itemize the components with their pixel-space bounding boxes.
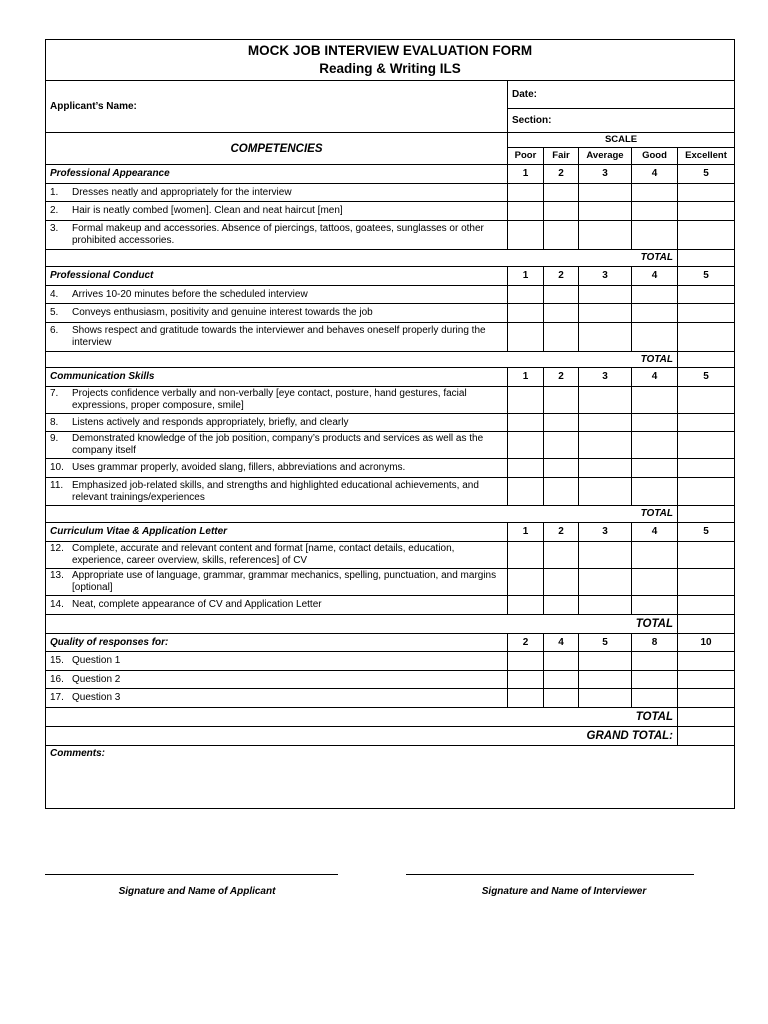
criterion-cell: [46, 202, 508, 221]
criterion-number: 12.: [50, 543, 64, 554]
rating-cell-excellent[interactable]: [678, 569, 735, 596]
criterion-cell: [46, 387, 508, 414]
scale-value-good: 4: [632, 165, 678, 184]
criterion-cell: [46, 478, 508, 506]
rating-cell-poor[interactable]: [508, 323, 544, 352]
section-total-row: [46, 708, 735, 727]
criterion-row: [46, 459, 735, 478]
date-label: Date:: [512, 88, 538, 100]
criterion-number: 7.: [50, 388, 59, 399]
interviewer-signature-line[interactable]: [406, 874, 694, 875]
rating-cell-average[interactable]: [579, 652, 632, 671]
criterion-row: [46, 304, 735, 323]
rating-cell-poor[interactable]: [508, 478, 544, 506]
section-header-row: [46, 368, 735, 387]
rating-cell-excellent[interactable]: [678, 671, 735, 689]
rating-cell-excellent[interactable]: [678, 221, 735, 250]
criterion-row: [46, 596, 735, 615]
criterion-number: 4.: [50, 288, 59, 300]
rating-cell-fair[interactable]: [544, 184, 579, 202]
rating-cell-fair[interactable]: [544, 387, 579, 414]
criterion-row: [46, 652, 735, 671]
evaluation-form-table: [45, 39, 735, 809]
scale-value-fair: 2: [544, 267, 579, 286]
criterion-number: 14.: [50, 599, 64, 610]
rating-cell-excellent[interactable]: [678, 689, 735, 708]
section-title: Professional Appearance: [46, 165, 508, 184]
criterion-number: 17.: [50, 692, 64, 703]
scale-value-excellent: 5: [678, 267, 735, 286]
criterion-text: Listens actively and responds appropriately, briefly, and clearly: [72, 416, 349, 428]
section-title: Quality of responses for:: [46, 634, 508, 652]
criterion-row: [46, 387, 735, 414]
rating-cell-average[interactable]: [579, 323, 632, 352]
rating-cell-poor[interactable]: [508, 542, 544, 569]
section-header-row: [46, 634, 735, 652]
rating-cell-average[interactable]: [579, 184, 632, 202]
criterion-text: Conveys enthusiasm, positivity and genuine interest towards the job: [72, 307, 373, 318]
scale-value-good: 4: [632, 368, 678, 387]
rating-cell-average[interactable]: [579, 478, 632, 506]
criterion-text: Neat, complete appearance of CV and Application Letter: [72, 599, 322, 610]
rating-cell-good[interactable]: [632, 286, 678, 304]
form-subtitle: Reading & Writing ILS: [319, 61, 461, 76]
rating-cell-poor[interactable]: [508, 184, 544, 202]
scale-value-good: 4: [632, 523, 678, 542]
section-title: Communication Skills: [46, 368, 508, 387]
rating-cell-average[interactable]: [579, 387, 632, 414]
rating-cell-poor[interactable]: [508, 304, 544, 323]
section-total-label: TOTAL: [46, 615, 678, 634]
criterion-text: Arrives 10-20 minutes before the scheduled interview: [72, 288, 308, 300]
rating-cell-average[interactable]: [579, 202, 632, 221]
rating-cell-fair[interactable]: [544, 542, 579, 569]
rating-cell-poor[interactable]: [508, 202, 544, 221]
rating-cell-fair[interactable]: [544, 569, 579, 596]
rating-cell-excellent[interactable]: [678, 323, 735, 352]
rating-cell-fair[interactable]: [544, 304, 579, 323]
rating-cell-good[interactable]: [632, 184, 678, 202]
form-title-cell: [46, 40, 735, 81]
rating-cell-average[interactable]: [579, 432, 632, 459]
section-field[interactable]: [508, 109, 735, 133]
scale-value-fair: 2: [544, 523, 579, 542]
rating-cell-excellent[interactable]: [678, 459, 735, 478]
scale-value-excellent: 5: [678, 368, 735, 387]
criterion-text: Question 3: [72, 692, 121, 703]
criterion-cell: [46, 323, 508, 352]
rating-cell-average[interactable]: [579, 286, 632, 304]
criterion-row: [46, 221, 735, 250]
rating-cell-fair[interactable]: [544, 202, 579, 221]
criterion-row: [46, 689, 735, 708]
applicant-signature-label: Signature and Name of Applicant: [118, 886, 276, 897]
criterion-number: 5.: [50, 307, 59, 318]
applicant-name-label: Applicant’s Name:: [50, 100, 137, 112]
criterion-cell: [46, 221, 508, 250]
applicant-name-field[interactable]: [46, 81, 508, 133]
date-field[interactable]: [508, 81, 735, 109]
rating-cell-fair[interactable]: [544, 432, 579, 459]
rating-cell-fair[interactable]: [544, 221, 579, 250]
section-header-row: [46, 165, 735, 184]
section-total-row: [46, 352, 735, 368]
rating-cell-fair[interactable]: [544, 478, 579, 506]
rating-cell-excellent[interactable]: [678, 414, 735, 432]
rating-cell-average[interactable]: [579, 221, 632, 250]
criterion-number: 10.: [50, 462, 64, 473]
scale-value-average: 3: [579, 267, 632, 286]
scale-value-fair: 2: [544, 368, 579, 387]
rating-cell-poor[interactable]: [508, 286, 544, 304]
rating-cell-fair[interactable]: [544, 596, 579, 615]
criterion-cell: [46, 652, 508, 671]
interviewer-signature-label: Signature and Name of Interviewer: [481, 886, 647, 897]
rating-cell-poor[interactable]: [508, 569, 544, 596]
criterion-text: Hair is neatly combed [women]. Clean and neat haircut [men]: [72, 205, 343, 216]
section-label: Section:: [512, 114, 552, 126]
rating-cell-good[interactable]: [632, 304, 678, 323]
criterion-row: [46, 323, 735, 352]
rating-cell-poor[interactable]: [508, 596, 544, 615]
criterion-text: Demonstrated knowledge of the job position, company’s products and services as well as the company itself: [72, 433, 484, 456]
grand-total-label: GRAND TOTAL:: [46, 727, 678, 746]
rating-cell-excellent[interactable]: [678, 432, 735, 459]
criterion-cell: [46, 596, 508, 615]
criterion-number: 3.: [50, 223, 59, 234]
rating-cell-good[interactable]: [632, 569, 678, 596]
section-total-cell[interactable]: [678, 506, 735, 523]
rating-cell-fair[interactable]: [544, 459, 579, 478]
comments-label: Comments:: [50, 748, 106, 759]
criterion-text: Formal makeup and accessories. Absence of piercings, tattoos, goatees, sunglasses or other prohibited accessories.: [72, 223, 484, 246]
criterion-number: 13.: [50, 570, 64, 581]
criterion-cell: [46, 689, 508, 708]
criterion-number: 9.: [50, 433, 59, 444]
section-header-row: [46, 523, 735, 542]
section-total-row: [46, 506, 735, 523]
rating-cell-average[interactable]: [579, 671, 632, 689]
criterion-number: 6.: [50, 325, 59, 336]
rating-cell-poor[interactable]: [508, 387, 544, 414]
criterion-row: [46, 414, 735, 432]
criterion-text: Complete, accurate and relevant content and format [name, contact details, education, experience, career overview, skills, references] of CV: [72, 543, 455, 566]
form-title: MOCK JOB INTERVIEW EVALUATION FORM: [247, 43, 533, 58]
criterion-number: 8.: [50, 416, 59, 428]
section-total-label: TOTAL: [46, 352, 678, 368]
rating-cell-fair[interactable]: [544, 414, 579, 432]
criterion-row: [46, 432, 735, 459]
criterion-cell: [46, 459, 508, 478]
criterion-number: 11.: [50, 479, 64, 491]
scale-value-excellent: 5: [678, 165, 735, 184]
scale-value-excellent: 5: [678, 523, 735, 542]
section-total-row: [46, 615, 735, 634]
section-title: Curriculum Vitae & Application Letter: [46, 523, 508, 542]
criterion-text: Dresses neatly and appropriately for the interview: [72, 186, 292, 198]
criterion-text: Shows respect and gratitude towards the interviewer and behaves oneself properly during the interview: [72, 325, 486, 348]
criterion-cell: [46, 542, 508, 569]
criterion-text: Appropriate use of language, grammar, grammar mechanics, spelling, punctuation, and margins [optional]: [72, 570, 497, 593]
criterion-row: [46, 184, 735, 202]
rating-cell-good[interactable]: [632, 542, 678, 569]
scale-header: SCALE: [508, 133, 735, 148]
scale-value-excellent: 10: [678, 634, 735, 652]
rating-cell-good[interactable]: [632, 221, 678, 250]
rating-cell-good[interactable]: [632, 596, 678, 615]
criterion-row: [46, 542, 735, 569]
rating-cell-poor[interactable]: [508, 459, 544, 478]
rating-cell-excellent[interactable]: [678, 202, 735, 221]
criterion-row: [46, 202, 735, 221]
scale-excellent-header: Excellent: [678, 148, 735, 165]
criterion-text: Question 2: [72, 673, 121, 685]
rating-cell-poor[interactable]: [508, 432, 544, 459]
rating-cell-excellent[interactable]: [678, 478, 735, 506]
rating-cell-poor[interactable]: [508, 671, 544, 689]
section-total-cell[interactable]: [678, 352, 735, 368]
applicant-signature-line[interactable]: [45, 874, 338, 875]
rating-cell-poor[interactable]: [508, 414, 544, 432]
section-total-cell[interactable]: [678, 708, 735, 727]
scale-value-average: 3: [579, 523, 632, 542]
rating-cell-average[interactable]: [579, 596, 632, 615]
rating-cell-excellent[interactable]: [678, 286, 735, 304]
rating-cell-fair[interactable]: [544, 671, 579, 689]
section-total-label: TOTAL: [46, 506, 678, 523]
criterion-cell: [46, 414, 508, 432]
rating-cell-good[interactable]: [632, 387, 678, 414]
criterion-number: 15.: [50, 655, 64, 666]
scale-value-average: 3: [579, 165, 632, 184]
scale-value-poor: 1: [508, 368, 544, 387]
comments-box[interactable]: [46, 746, 735, 809]
criterion-cell: [46, 671, 508, 689]
grand-total-cell[interactable]: [678, 727, 735, 746]
section-header-row: [46, 267, 735, 286]
rating-cell-fair[interactable]: [544, 286, 579, 304]
rating-cell-poor[interactable]: [508, 689, 544, 708]
rating-cell-excellent[interactable]: [678, 304, 735, 323]
rating-cell-excellent[interactable]: [678, 387, 735, 414]
section-total-cell[interactable]: [678, 250, 735, 267]
section-total-row: [46, 250, 735, 267]
scale-value-good: 8: [632, 634, 678, 652]
scale-value-poor: 1: [508, 165, 544, 184]
scale-value-fair: 4: [544, 634, 579, 652]
rating-cell-fair[interactable]: [544, 652, 579, 671]
criterion-row: [46, 478, 735, 506]
rating-cell-excellent[interactable]: [678, 184, 735, 202]
criterion-text: Emphasized job-related skills, and strengths and highlighted educational achievements, and relevant trainings/experiences: [72, 479, 479, 503]
scale-value-fair: 2: [544, 165, 579, 184]
scale-value-poor: 2: [508, 634, 544, 652]
criterion-cell: [46, 184, 508, 202]
section-total-label: TOTAL: [46, 250, 678, 267]
rating-cell-poor[interactable]: [508, 221, 544, 250]
rating-cell-average[interactable]: [579, 689, 632, 708]
rating-cell-average[interactable]: [579, 414, 632, 432]
rating-cell-good[interactable]: [632, 414, 678, 432]
rating-cell-poor[interactable]: [508, 652, 544, 671]
rating-cell-excellent[interactable]: [678, 542, 735, 569]
criterion-row: [46, 671, 735, 689]
scale-value-poor: 1: [508, 267, 544, 286]
rating-cell-fair[interactable]: [544, 689, 579, 708]
criterion-row: [46, 286, 735, 304]
rating-cell-good[interactable]: [632, 459, 678, 478]
criterion-cell: [46, 569, 508, 596]
section-total-label: TOTAL: [46, 708, 678, 727]
rating-cell-average[interactable]: [579, 304, 632, 323]
section-title: Professional Conduct: [46, 267, 508, 286]
competencies-header: COMPETENCIES: [46, 133, 508, 165]
rating-cell-good[interactable]: [632, 652, 678, 671]
rating-cell-good[interactable]: [632, 323, 678, 352]
scale-fair-header: Fair: [544, 148, 579, 165]
criterion-cell: [46, 286, 508, 304]
criterion-number: 16.: [50, 673, 64, 685]
rating-cell-fair[interactable]: [544, 323, 579, 352]
scale-average-header: Average: [579, 148, 632, 165]
criterion-number: 2.: [50, 205, 59, 216]
rating-cell-average[interactable]: [579, 459, 632, 478]
rating-cell-average[interactable]: [579, 542, 632, 569]
criterion-text: Projects confidence verbally and non-verbally [eye contact, posture, hand gestures, facial expressions, proper composure, smile]: [72, 388, 467, 411]
criterion-number: 1.: [50, 186, 59, 198]
scale-value-good: 4: [632, 267, 678, 286]
rating-cell-good[interactable]: [632, 432, 678, 459]
rating-cell-good[interactable]: [632, 689, 678, 708]
rating-cell-excellent[interactable]: [678, 652, 735, 671]
scale-value-average: 5: [579, 634, 632, 652]
scale-good-header: Good: [632, 148, 678, 165]
scale-value-poor: 1: [508, 523, 544, 542]
section-total-cell[interactable]: [678, 615, 735, 634]
rating-cell-good[interactable]: [632, 671, 678, 689]
rating-cell-average[interactable]: [579, 569, 632, 596]
criterion-text: Question 1: [72, 655, 121, 666]
rating-cell-good[interactable]: [632, 478, 678, 506]
scale-value-average: 3: [579, 368, 632, 387]
criterion-cell: [46, 304, 508, 323]
rating-cell-excellent[interactable]: [678, 596, 735, 615]
scale-poor-header: Poor: [508, 148, 544, 165]
criterion-text: Uses grammar properly, avoided slang, fillers, abbreviations and acronyms.: [72, 462, 406, 473]
rating-cell-good[interactable]: [632, 202, 678, 221]
criterion-cell: [46, 432, 508, 459]
criterion-row: [46, 569, 735, 596]
